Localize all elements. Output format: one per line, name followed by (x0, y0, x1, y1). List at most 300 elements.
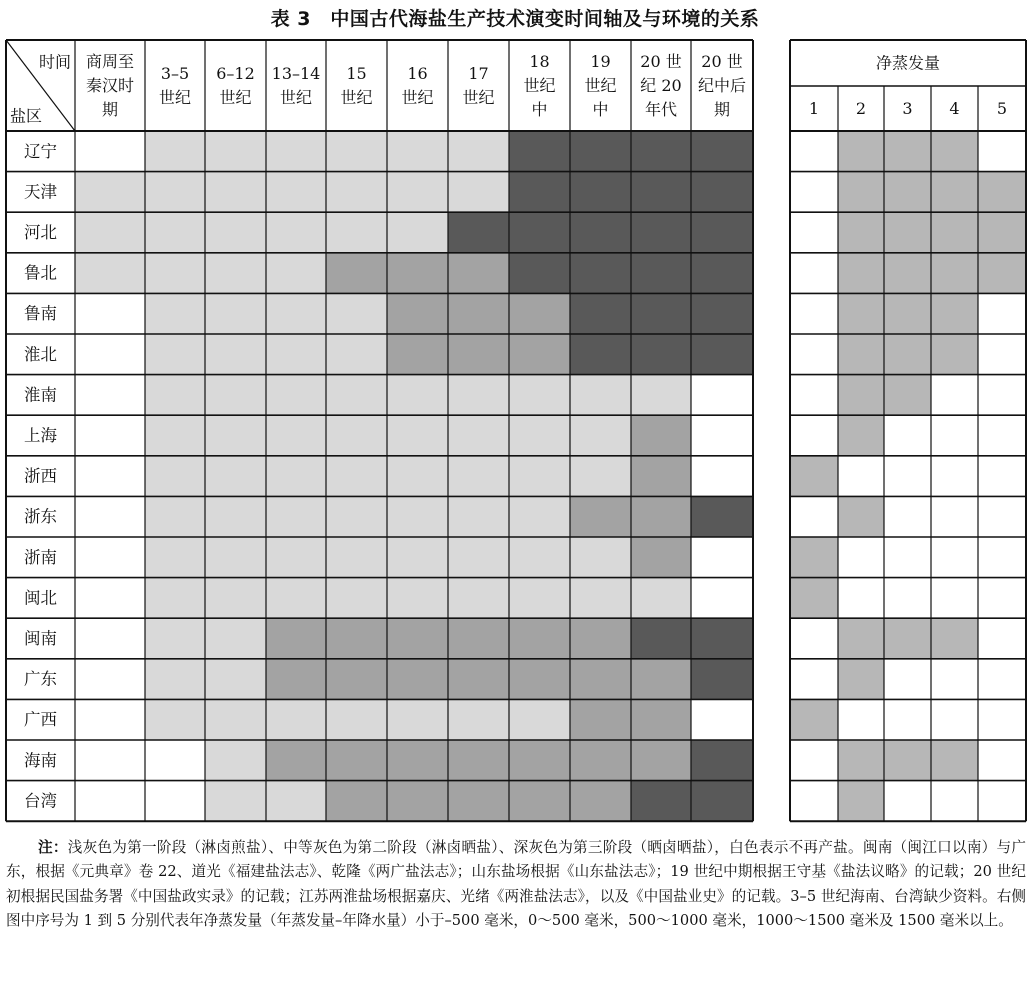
evap-cell (978, 131, 1026, 172)
stage-cell (75, 618, 145, 659)
stage-cell (631, 172, 691, 213)
stage-cell (448, 456, 509, 497)
evap-cell (931, 618, 978, 659)
evap-cell (838, 212, 884, 253)
stage-cell (266, 131, 326, 172)
evap-cell (931, 253, 978, 294)
evap-cell (790, 699, 838, 740)
time-header: 16 (407, 64, 428, 83)
time-header: 期 (101, 100, 119, 119)
stage-cell (570, 293, 631, 334)
evap-cell (790, 212, 838, 253)
stage-cell (448, 375, 509, 416)
evap-cell (978, 253, 1026, 294)
stage-cell (205, 172, 266, 213)
stage-cell (326, 253, 387, 294)
stage-cell (266, 172, 326, 213)
stage-cell (205, 659, 266, 700)
stage-cell (387, 537, 448, 578)
stage-cell (75, 496, 145, 537)
stage-cell (326, 293, 387, 334)
stage-cell (448, 334, 509, 375)
stage-cell (691, 375, 753, 416)
stage-cell (448, 537, 509, 578)
region-name: 浙东 (24, 507, 57, 527)
stage-cell (387, 659, 448, 700)
evap-cell (790, 131, 838, 172)
evap-cell (838, 618, 884, 659)
stage-cell (509, 659, 570, 700)
evap-cell (931, 375, 978, 416)
time-header: 世纪 (158, 88, 192, 107)
stage-cell (509, 334, 570, 375)
stage-cell (631, 740, 691, 781)
stage-cell (631, 699, 691, 740)
stage-cell (691, 578, 753, 619)
stage-cell (448, 172, 509, 213)
evap-column-number: 4 (949, 99, 960, 118)
evap-cell (790, 618, 838, 659)
stage-cell (75, 212, 145, 253)
table-note (6, 836, 1026, 934)
evap-cell (884, 172, 931, 213)
evap-cell (790, 293, 838, 334)
evap-cell (838, 496, 884, 537)
time-header: 17 (468, 64, 489, 83)
stage-cell (266, 293, 326, 334)
stage-cell (387, 415, 448, 456)
stage-cell (509, 618, 570, 659)
stage-cell (570, 781, 631, 822)
stage-cell (570, 172, 631, 213)
evap-cell (838, 253, 884, 294)
time-header: 19 (590, 52, 611, 71)
evap-cell (931, 131, 978, 172)
stage-cell (448, 659, 509, 700)
region-name: 上海 (24, 426, 57, 445)
stage-cell (326, 375, 387, 416)
evap-cell (838, 781, 884, 822)
stage-cell (145, 172, 205, 213)
evap-cell (978, 375, 1026, 416)
stage-cell (205, 781, 266, 822)
stage-cell (691, 781, 753, 822)
evap-cell (884, 781, 931, 822)
stage-cell (631, 415, 691, 456)
region-name: 海南 (24, 750, 57, 770)
stage-cell (145, 578, 205, 619)
evap-cell (838, 131, 884, 172)
stage-cell (75, 293, 145, 334)
stage-cell (387, 578, 448, 619)
stage-cell (509, 496, 570, 537)
stage-cell (75, 131, 145, 172)
cells-layer (75, 131, 753, 821)
region-name: 淮南 (24, 385, 57, 405)
stage-cell (387, 781, 448, 822)
stage-cell (570, 131, 631, 172)
evap-cell (838, 699, 884, 740)
time-header: 20 世 (640, 52, 682, 71)
stage-cell (326, 334, 387, 375)
stage-cell (266, 659, 326, 700)
evap-cell (884, 415, 931, 456)
stage-cell (205, 253, 266, 294)
stage-cell (691, 699, 753, 740)
stage-cell (326, 456, 387, 497)
stage-cell (387, 253, 448, 294)
stage-cell (326, 496, 387, 537)
stage-cell (326, 781, 387, 822)
stage-cell (691, 496, 753, 537)
evap-cell (978, 537, 1026, 578)
region-name: 天津 (24, 182, 57, 202)
evap-layer (790, 131, 1026, 821)
stage-cell (631, 781, 691, 822)
stage-cell (509, 781, 570, 822)
evap-cell (978, 212, 1026, 253)
region-name: 鲁南 (24, 304, 57, 324)
stage-cell (145, 293, 205, 334)
stage-cell (448, 253, 509, 294)
evap-cell (790, 456, 838, 497)
stage-cell (145, 740, 205, 781)
evap-column-number: 1 (808, 99, 820, 118)
stage-cell (326, 699, 387, 740)
stage-cell (205, 618, 266, 659)
evap-cell (931, 496, 978, 537)
stage-cell (266, 781, 326, 822)
stage-cell (509, 293, 570, 334)
stage-cell (631, 253, 691, 294)
stage-cell (631, 334, 691, 375)
stage-cell (631, 375, 691, 416)
evap-cell (838, 456, 884, 497)
stage-cell (266, 456, 326, 497)
evap-cell (931, 537, 978, 578)
stage-cell (205, 375, 266, 416)
time-header: 秦汉时 (85, 76, 135, 95)
stage-cell (570, 375, 631, 416)
evap-cell (838, 334, 884, 375)
stage-cell (387, 699, 448, 740)
stage-cell (691, 456, 753, 497)
stage-cell (75, 781, 145, 822)
stage-cell (266, 253, 326, 294)
time-header: 3–5 (160, 64, 190, 83)
stage-cell (387, 456, 448, 497)
evap-cell (884, 496, 931, 537)
time-header: 世纪 (401, 88, 434, 107)
evap-cell (790, 172, 838, 213)
note-text: 浅灰色为第一阶段（淋卤煎盐）、中等灰色为第二阶段（淋卤晒盐）、深灰色为第三阶段（晒卤晒盐），白色表示不再产盐。闽南（闽江口以南）与广东，根据《元典章》卷 22、道光《福建盐法志》、乾隆《两广盐法志》；山东盐场根据《山东盐法志》；19 世纪中期根据王守基《盐法议略》的记载；20 世纪初根据民国盐务署《中国盐政实录》的记载；江苏两淮盐场根据嘉庆、光绪《两淮盐法志》，以及《中国盐业史》的记载。3–5 世纪海南、台湾缺少资料。右侧图中序号为 1 到 5 分别代表年净蒸发量（年蒸发量–年降水量）小于–500 毫米，0～500 毫米，500～1000 毫米，1000～1500 毫米及 1500 毫米以上。 (6, 839, 1026, 930)
stage-cell (691, 415, 753, 456)
stage-cell (75, 334, 145, 375)
evap-cell (978, 699, 1026, 740)
evap-cell (838, 578, 884, 619)
stage-cell (75, 699, 145, 740)
stage-cell (145, 659, 205, 700)
stage-cell (509, 212, 570, 253)
evap-cell (790, 659, 838, 700)
stage-cell (448, 496, 509, 537)
stage-cell (570, 578, 631, 619)
evap-cell (978, 456, 1026, 497)
time-header: 世纪 (219, 88, 252, 107)
evap-cell (931, 172, 978, 213)
stage-cell (509, 699, 570, 740)
evap-column-number: 2 (855, 99, 867, 118)
stage-cell (509, 578, 570, 619)
time-header: 20 世 (701, 52, 743, 71)
evap-cell (790, 537, 838, 578)
time-header: 18 (529, 52, 550, 71)
stage-cell (448, 212, 509, 253)
stage-cell (631, 212, 691, 253)
stage-cell (205, 131, 266, 172)
stage-cell (570, 740, 631, 781)
stage-cell (266, 740, 326, 781)
stage-cell (145, 781, 205, 822)
region-name: 闽北 (24, 588, 57, 608)
stage-cell (509, 172, 570, 213)
time-header: 6–12 (216, 64, 255, 83)
stage-cell (205, 212, 266, 253)
stage-cell (509, 131, 570, 172)
stage-cell (509, 375, 570, 416)
stage-cell (75, 456, 145, 497)
stage-cell (448, 740, 509, 781)
evap-cell (838, 659, 884, 700)
stage-cell (266, 375, 326, 416)
evap-title: 净蒸发量 (875, 53, 941, 73)
time-header: 中 (592, 100, 609, 119)
stage-cell (326, 578, 387, 619)
region-name: 河北 (24, 223, 57, 242)
stage-cell (326, 415, 387, 456)
stage-cell (266, 334, 326, 375)
evap-cell (884, 618, 931, 659)
stage-cell (205, 740, 266, 781)
stage-cell (570, 618, 631, 659)
stage-cell (448, 699, 509, 740)
evap-column-number: 3 (902, 99, 913, 118)
table-title: 表 3 中国古代海盐生产技术演变时间轴及与环境的关系 (270, 8, 760, 30)
stage-cell (75, 172, 145, 213)
time-header: 年代 (644, 100, 678, 119)
stage-cell (691, 212, 753, 253)
stage-cell (326, 537, 387, 578)
stage-cell (509, 740, 570, 781)
evap-cell (838, 375, 884, 416)
stage-cell (387, 131, 448, 172)
evap-cell (838, 537, 884, 578)
stage-cell (75, 578, 145, 619)
stage-cell (387, 496, 448, 537)
stage-cell (205, 578, 266, 619)
stage-cell (691, 740, 753, 781)
evap-cell (978, 496, 1026, 537)
evap-cell (931, 293, 978, 334)
stage-cell (631, 293, 691, 334)
stage-cell (145, 496, 205, 537)
stage-cell (205, 699, 266, 740)
stage-cell (75, 415, 145, 456)
evap-cell (884, 659, 931, 700)
time-header: 期 (713, 100, 731, 119)
evap-cell (931, 415, 978, 456)
stage-cell (145, 699, 205, 740)
stage-cell (266, 496, 326, 537)
stage-cell (570, 496, 631, 537)
evap-cell (931, 740, 978, 781)
time-header: 纪中后 (697, 76, 747, 95)
region-name: 辽宁 (24, 141, 57, 161)
evap-cell (931, 456, 978, 497)
evap-cell (838, 293, 884, 334)
stage-cell (145, 537, 205, 578)
stage-cell (266, 699, 326, 740)
evap-cell (884, 699, 931, 740)
evap-cell (884, 253, 931, 294)
evap-cell (884, 740, 931, 781)
evap-cell (790, 334, 838, 375)
stage-cell (205, 496, 266, 537)
region-name: 鲁北 (24, 263, 57, 283)
evap-cell (931, 659, 978, 700)
stage-cell (691, 334, 753, 375)
stage-cell (205, 456, 266, 497)
evap-cell (978, 740, 1026, 781)
evap-cell (790, 496, 838, 537)
evap-cell (978, 172, 1026, 213)
stage-cell (205, 293, 266, 334)
evap-cell (931, 578, 978, 619)
region-name: 广东 (24, 669, 57, 689)
evap-cell (884, 375, 931, 416)
evap-cell (790, 740, 838, 781)
stage-cell (631, 659, 691, 700)
stage-cell (570, 699, 631, 740)
stage-cell (326, 618, 387, 659)
region-name: 浙南 (24, 547, 57, 567)
corner-time-label: 时间 (38, 52, 71, 72)
stage-cell (631, 131, 691, 172)
stage-cell (387, 334, 448, 375)
time-header: 世纪 (340, 88, 373, 107)
stage-cell (691, 172, 753, 213)
stage-cell (631, 618, 691, 659)
stage-cell (205, 334, 266, 375)
stage-cell (631, 456, 691, 497)
stage-cell (387, 375, 448, 416)
stage-cell (691, 618, 753, 659)
corner-region-label: 盐区 (10, 106, 43, 126)
stage-cell (266, 415, 326, 456)
stage-cell (631, 578, 691, 619)
region-name: 闽南 (24, 629, 57, 648)
stage-cell (631, 496, 691, 537)
stage-cell (145, 618, 205, 659)
stage-cell (145, 253, 205, 294)
stage-cell (509, 456, 570, 497)
evap-cell (884, 293, 931, 334)
stage-cell (509, 253, 570, 294)
stage-cell (691, 253, 753, 294)
region-name: 浙西 (24, 466, 57, 486)
evap-cell (931, 781, 978, 822)
evap-cell (838, 415, 884, 456)
evap-cell (790, 375, 838, 416)
stage-cell (205, 537, 266, 578)
evap-cell (884, 334, 931, 375)
stage-cell (75, 253, 145, 294)
stage-cell (145, 456, 205, 497)
evap-cell (884, 537, 931, 578)
stage-cell (326, 659, 387, 700)
time-header: 世纪 (523, 76, 556, 95)
stage-cell (75, 375, 145, 416)
stage-cell (145, 131, 205, 172)
stage-cell (691, 659, 753, 700)
stage-cell (691, 537, 753, 578)
evap-column-number: 5 (996, 99, 1008, 118)
region-name: 台湾 (24, 791, 57, 811)
stage-cell (387, 212, 448, 253)
stage-cell (75, 537, 145, 578)
evap-cell (790, 781, 838, 822)
region-name: 广西 (24, 710, 57, 730)
stage-cell (570, 415, 631, 456)
stage-cell (326, 212, 387, 253)
time-header: 世纪 (462, 88, 495, 107)
evap-cell (884, 456, 931, 497)
evap-cell (978, 334, 1026, 375)
stage-cell (387, 172, 448, 213)
stage-cell (448, 578, 509, 619)
stage-cell (145, 212, 205, 253)
region-name: 淮北 (24, 344, 57, 364)
stage-cell (570, 659, 631, 700)
stage-cell (448, 781, 509, 822)
stage-cell (266, 618, 326, 659)
evap-cell (931, 699, 978, 740)
stage-cell (509, 537, 570, 578)
stage-cell (387, 618, 448, 659)
evap-cell (978, 415, 1026, 456)
stage-cell (570, 253, 631, 294)
evap-cell (884, 212, 931, 253)
stage-cell (266, 537, 326, 578)
time-header: 中 (531, 100, 548, 119)
stage-cell (266, 212, 326, 253)
time-header: 15 (346, 64, 367, 83)
evap-cell (790, 415, 838, 456)
stage-cell (326, 740, 387, 781)
note-label: 注： (38, 839, 68, 856)
stage-cell (145, 334, 205, 375)
evap-cell (931, 334, 978, 375)
evap-cell (978, 578, 1026, 619)
evap-cell (978, 618, 1026, 659)
stage-cell (75, 659, 145, 700)
stage-cell (570, 537, 631, 578)
evap-cell (978, 781, 1026, 822)
stage-cell (509, 415, 570, 456)
time-header: 纪 20 (640, 76, 682, 95)
time-header: 13–14 (271, 64, 321, 83)
stage-cell (691, 131, 753, 172)
